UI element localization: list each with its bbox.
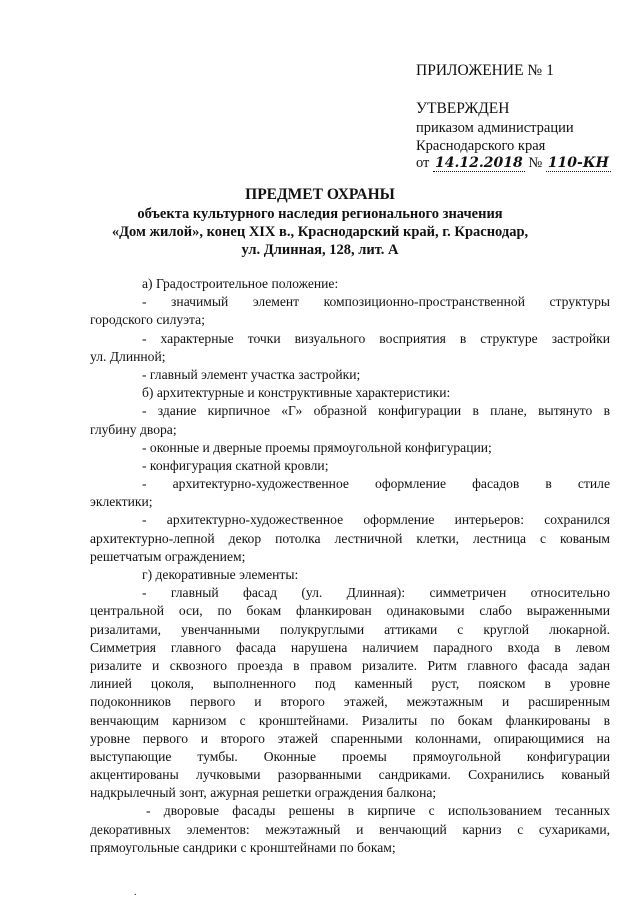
body-line: линией цоколя, выполненного под каменный руст, пояском в уровне	[90, 676, 610, 692]
body-line: - дворовые фасады решены в кирпиче с использованием тесанных	[146, 803, 610, 819]
approved-label: УТВЕРЖДЕН	[416, 100, 510, 117]
body-line: эклектики;	[90, 494, 153, 510]
body-line: ул. Длинной;	[90, 348, 166, 364]
document-body	[90, 275, 610, 857]
handwritten-number: 110-КН	[547, 155, 609, 171]
body-line: ризалитами, увенчанными полукруглыми аттиками с круглой люкарной.	[90, 621, 610, 637]
body-line: центральной оси, по бокам фланкирован одинаковыми слабо выраженными	[90, 603, 610, 619]
title-subline-2: «Дом жилой», конец XIX в., Краснодарский край, г. Краснодар,	[111, 224, 529, 240]
appendix-label: ПРИЛОЖЕНИЕ № 1	[416, 62, 554, 79]
body-line: решетчатым ограждением;	[90, 548, 246, 564]
body-line: - значимый элемент композиционно-пространственной структуры	[142, 294, 610, 310]
body-line: - здание кирпичное «Г» образной конфигурации в плане, вытянуто в	[142, 403, 610, 419]
order-date-line	[416, 155, 611, 172]
body-line: ризалите и сквозного проезда в правом ризалите. Ритм главного фасада задан	[90, 657, 610, 673]
body-line: - конфигурация скатной кровли;	[142, 457, 329, 473]
body-line: Симметрия главного фасада нарушена наличием парадного входа в левом	[90, 639, 610, 655]
body-line: подоконников первого и второго этажей, межэтажным и расширенным	[90, 694, 610, 710]
body-line: венчающим карнизом с кронштейнами. Ризалиты по бокам фланкированы в	[90, 712, 610, 728]
body-line: г) декоративные элементы:	[142, 567, 299, 582]
body-line: - оконные и дверные проемы прямоугольной конфигурации;	[142, 439, 492, 455]
title-subline-1: объекта культурного наследия регионального значения	[137, 206, 503, 222]
order-line-2: Краснодарского края	[416, 138, 546, 154]
body-line: - архитектурно-художественное оформление интерьеров: сохранился	[142, 512, 610, 528]
body-line: прямоугольные сандрики с кронштейнами по бокам;	[90, 839, 396, 855]
body-line: глубину двора;	[90, 421, 177, 437]
body-line: выступающие тумбы. Оконные проемы прямоугольной конфигурации	[90, 748, 610, 764]
scan-dot-mark: .	[134, 887, 137, 898]
body-line: акцентированы лучковыми разорванными сандриками. Сохранились кованый	[90, 767, 610, 783]
body-line: - главный элемент участка застройки;	[142, 366, 361, 382]
date-prefix: от	[416, 155, 430, 171]
document-title: ПРЕДМЕТ ОХРАНЫ	[245, 186, 395, 203]
order-line-1: приказом администрации	[416, 120, 574, 136]
body-line: уровне первого и второго этажей спаренными колоннами, опирающимися на	[90, 730, 610, 746]
body-line: - главный фасад (ул. Длинная): симметричен относительно	[142, 585, 610, 601]
body-line: - архитектурно-художественное оформление фасадов в стиле	[142, 476, 610, 492]
number-prefix: №	[528, 155, 543, 171]
body-line: декоративных элементов: межэтажный и венчающий карниз с сухариками,	[90, 821, 610, 837]
body-line: - характерные точки визуального восприятия в структуре застройки	[142, 330, 610, 346]
body-line: а) Градостроительное положение:	[142, 276, 339, 291]
body-line: б) архитектурные и конструктивные характеристики:	[142, 385, 451, 401]
handwritten-date: 14.12.2018	[435, 155, 523, 171]
body-line: городского силуэта;	[90, 312, 205, 328]
body-line: надкрылечный зонт, ажурная решетки ограждения балкона;	[90, 785, 437, 801]
body-line: архитектурно-лепной декор потолка лестничной клетки, лестница с кованым	[90, 530, 610, 546]
title-subline-3: ул. Длинная, 128, лит. А	[241, 242, 399, 258]
